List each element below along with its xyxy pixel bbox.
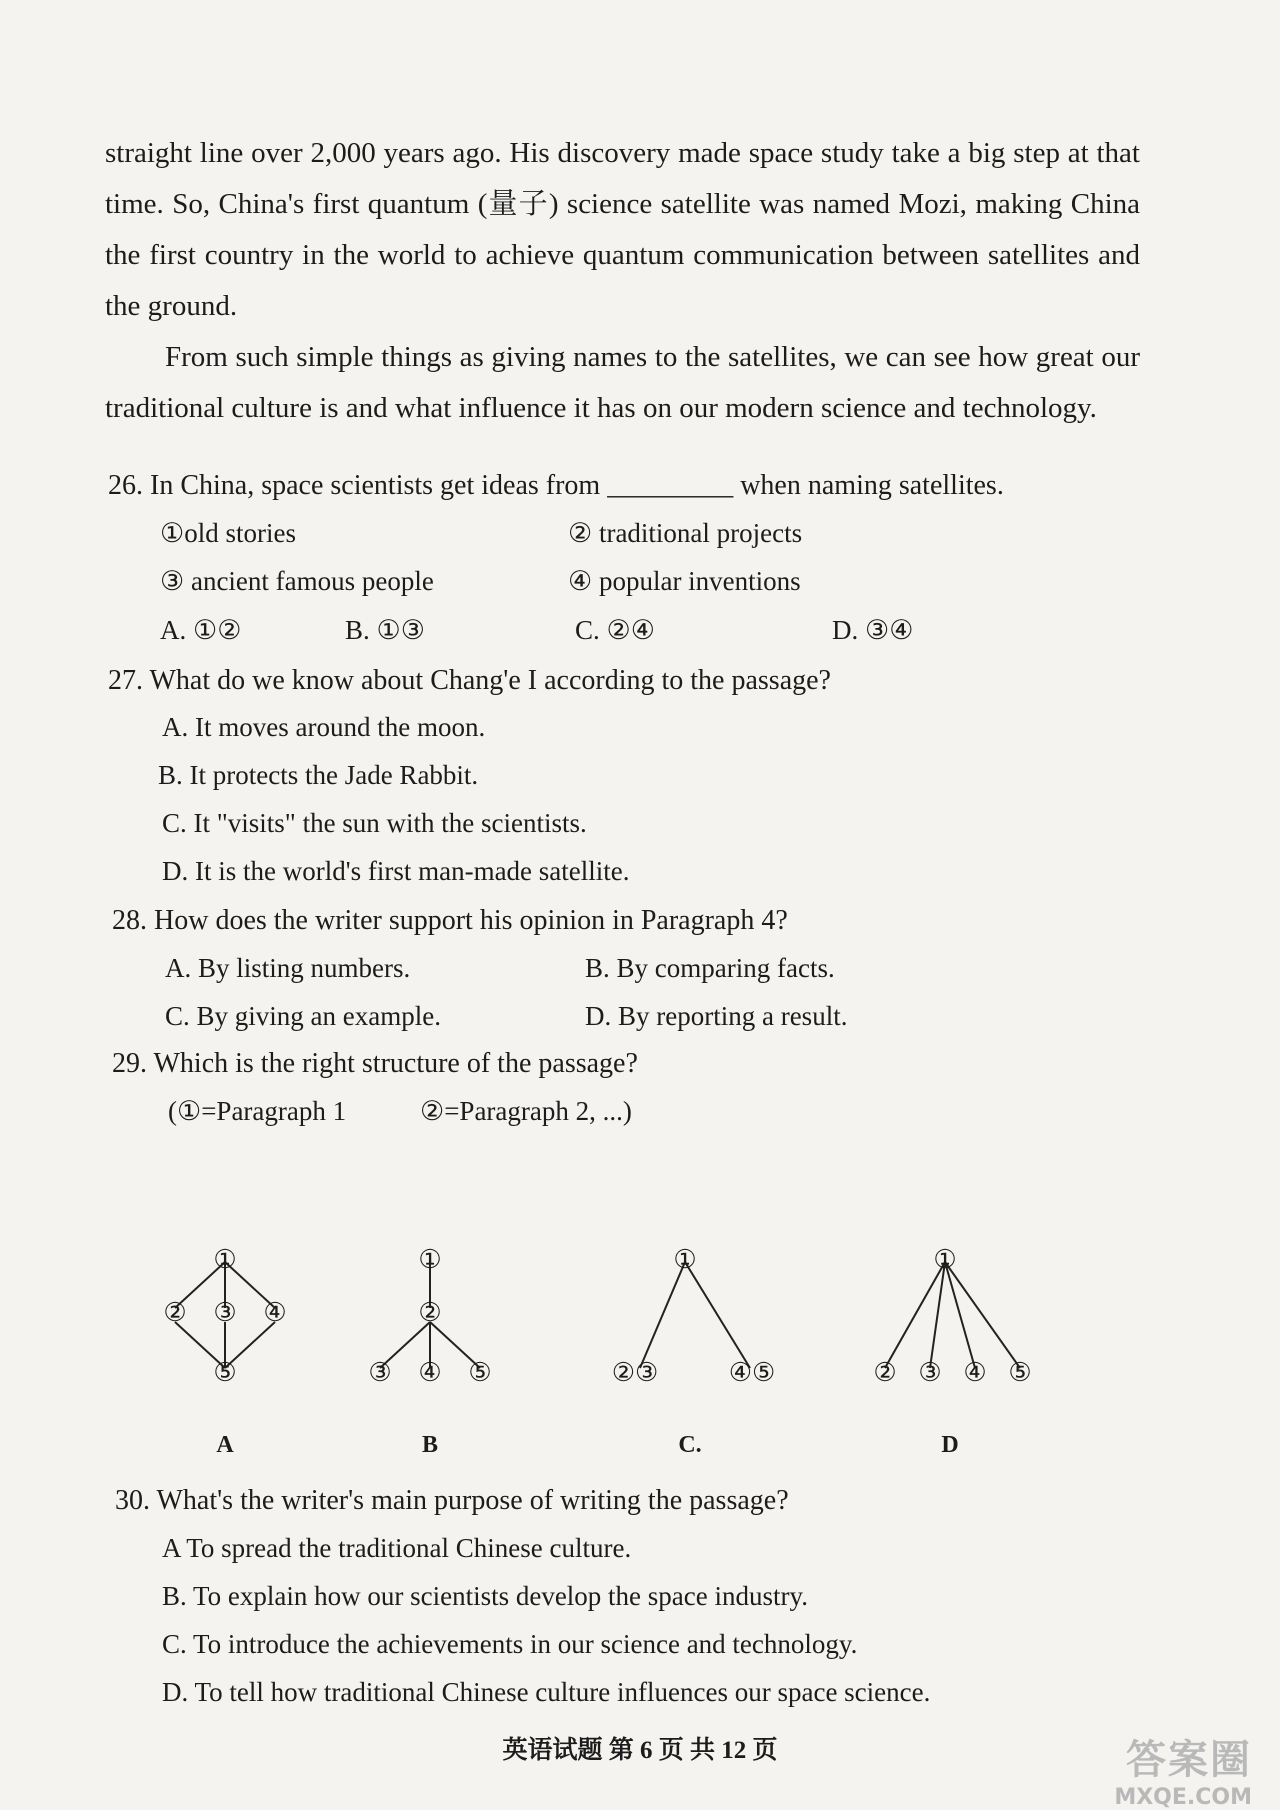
page-footer: 英语试题 第 6 页 共 12 页 [502, 1737, 778, 1764]
question-26-stem: 26. In China, space scientists get ideas from _________ when naming satellites. [108, 470, 1004, 501]
watermark-bottom: MXQE.COM [1114, 1785, 1252, 1810]
diagram-b-node-4: ④ [418, 1357, 442, 1387]
q27-option-b[interactable]: B. It protects the Jade Rabbit. [158, 760, 479, 790]
question-28-stem: 28. How does the writer support his opinion in Paragraph 4? [112, 905, 788, 936]
reading-passage [105, 128, 1140, 434]
q26-option-c[interactable]: C. ②④ [575, 615, 655, 645]
q28-option-c[interactable]: C. By giving an example. [165, 1001, 441, 1031]
diagram-label-a[interactable]: A [216, 1432, 234, 1458]
structure-diagrams [140, 1240, 1040, 1470]
q26-option-b[interactable]: B. ①③ [345, 615, 425, 645]
question-27-stem: 27. What do we know about Chang'e I according to the passage? [108, 665, 831, 696]
question-30-stem: 30. What's the writer's main purpose of writing the passage? [115, 1485, 789, 1516]
diagram-d-node-5: ⑤ [1008, 1357, 1032, 1387]
q29-legend-2: ②=Paragraph 2, ...) [420, 1096, 632, 1126]
diagram-d-node-4: ④ [963, 1357, 987, 1387]
q30-option-c[interactable]: C. To introduce the achievements in our science and technology. [162, 1629, 858, 1659]
diagram-a-node-1: ① [213, 1244, 237, 1274]
q27-option-a[interactable]: A. It moves around the moon. [162, 712, 486, 742]
q26-option-a[interactable]: A. ①② [160, 615, 242, 645]
diagram-b-node-1: ① [418, 1244, 442, 1274]
diagram-a-node-2: ② [163, 1297, 187, 1327]
question-29-stem: 29. Which is the right structure of the passage? [112, 1048, 638, 1079]
q27-option-c[interactable]: C. It "visits" the sun with the scientists. [162, 808, 587, 838]
diagram-b-node-5: ⑤ [468, 1357, 492, 1387]
diagram-a-node-4: ④ [263, 1297, 287, 1327]
diagram-b-node-2: ② [418, 1297, 442, 1327]
q27-option-d[interactable]: D. It is the world's first man-made satellite. [162, 856, 630, 886]
diagram-a-node-5: ⑤ [213, 1357, 237, 1387]
diagram-label-c[interactable]: C. [678, 1432, 702, 1458]
diagram-c-node-1: ① [673, 1244, 697, 1274]
q26-item-1: ①old stories [160, 518, 296, 548]
diagram-d-node-2: ② [873, 1357, 897, 1387]
q26-item-2: ② traditional projects [568, 518, 803, 548]
q28-option-b[interactable]: B. By comparing facts. [585, 953, 835, 983]
diagram-b-node-3: ③ [368, 1357, 392, 1387]
q29-legend-1: (①=Paragraph 1 [168, 1096, 347, 1126]
passage-paragraph-2: From such simple things as giving names to the satellites, we can see how great our traditional culture is and what influence it has on our modern science and technology. [105, 341, 1140, 424]
diagram-d-node-1: ① [933, 1244, 957, 1274]
diagram-d-node-3: ③ [918, 1357, 942, 1387]
watermark-top: 答案圈 [1126, 1737, 1252, 1783]
passage-paragraph-1: straight line over 2,000 years ago. His discovery made space study take a big step at that time. So, China's first quantum (量子) science satellite was named Mozi, making China the first country in the world to achieve quantum communication between satellites and the ground. [105, 137, 1140, 322]
q28-option-d[interactable]: D. By reporting a result. [585, 1001, 848, 1031]
q26-option-d[interactable]: D. ③④ [832, 615, 914, 645]
diagram-a-node-3: ③ [213, 1297, 237, 1327]
diagram-label-b[interactable]: B [421, 1432, 439, 1458]
diagram-label-d[interactable]: D [941, 1432, 959, 1458]
q30-option-b[interactable]: B. To explain how our scientists develop the space industry. [162, 1581, 808, 1611]
q30-option-d[interactable]: D. To tell how traditional Chinese culture influences our space science. [162, 1677, 931, 1707]
q26-item-4: ④ popular inventions [568, 566, 801, 596]
q30-option-a[interactable]: A To spread the traditional Chinese culture. [162, 1533, 632, 1563]
watermark-logo [1114, 1728, 1252, 1810]
diagram-c-node-45: ④⑤ [728, 1357, 776, 1387]
q28-option-a[interactable]: A. By listing numbers. [165, 953, 411, 983]
q26-item-3: ③ ancient famous people [160, 566, 434, 596]
diagram-c-node-23: ②③ [611, 1357, 659, 1387]
